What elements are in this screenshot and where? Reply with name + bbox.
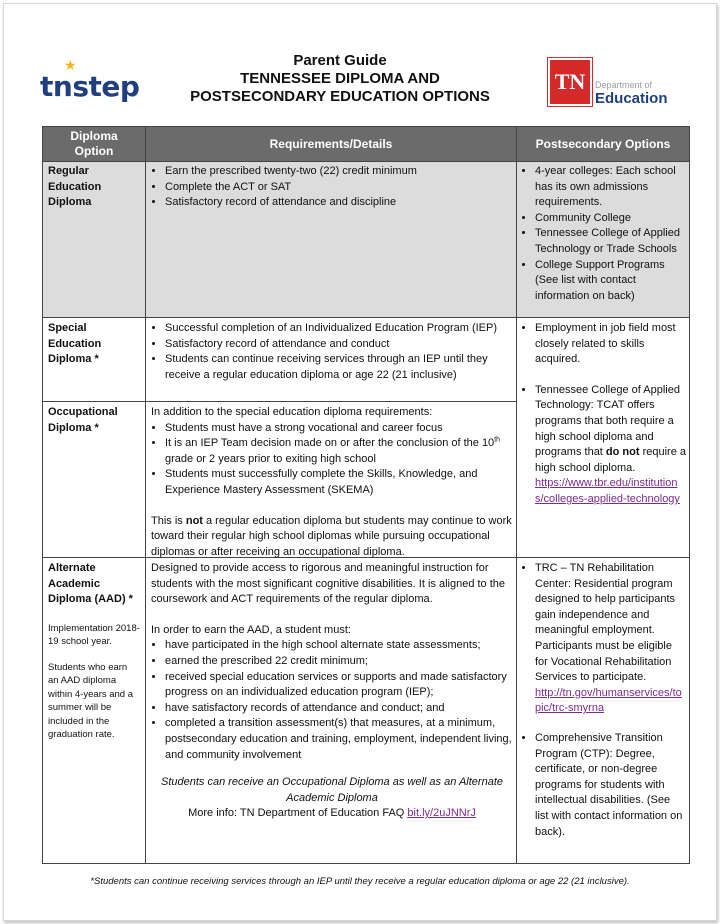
footnote: *Students can continue receiving services through an IEP until they receive a regular education diploma or age 22 (21 inclusive). bbox=[90, 876, 630, 887]
trc-text: TRC – TN Rehabilitation Center: Residential program designed to help participants gain independence and meaningful employment. Participants must be eligible for Vocational Rehabilitation Services to participate. bbox=[535, 562, 676, 684]
list-item: • completed a transition assessment(s) that measures, at a minimum, postsecondary education and training, employment, independent living, and community involvement bbox=[165, 716, 513, 763]
occupational-req2-text: It is an IEP Team decision made on or after the conclusion of the 10 bbox=[165, 437, 495, 450]
col-header-diploma: Diploma Option bbox=[43, 127, 145, 161]
alternate-postsecondary bbox=[521, 561, 686, 840]
list-item: • have participated in the high school alternate state assessments; bbox=[165, 638, 513, 654]
tnstep-logo bbox=[40, 58, 140, 108]
list-item bbox=[535, 561, 686, 717]
diploma-table bbox=[42, 126, 690, 864]
star-icon: ★ bbox=[64, 57, 77, 73]
list-item bbox=[535, 383, 686, 508]
col-header-postsecondary: Postsecondary Options bbox=[517, 127, 689, 161]
tnstep-logo-text: tnstep bbox=[40, 70, 140, 103]
divider bbox=[43, 161, 689, 162]
alternate-diploma-name: Alternate Academic Diploma (AAD) * bbox=[48, 562, 133, 606]
more-info-text: More info: TN Department of Education FAQ bbox=[188, 807, 408, 820]
tn-logo-education: Education bbox=[595, 90, 668, 107]
special-requirements bbox=[151, 321, 513, 383]
title-line-2: TENNESSEE DIPLOMA AND bbox=[240, 70, 440, 87]
more-info bbox=[151, 806, 513, 822]
list-item: • Students must have a strong vocational and career focus bbox=[165, 421, 513, 437]
occupational-diploma-name: Occupational Diploma * bbox=[48, 406, 118, 434]
divider bbox=[43, 401, 516, 402]
occupational-req2-text-end: grade or 2 years prior to exiting high school bbox=[165, 452, 376, 465]
tcat-link[interactable]: https://www.tbr.edu/institutions/colleges-applied-technology bbox=[535, 477, 680, 505]
col-header-requirements: Requirements/Details bbox=[146, 127, 516, 161]
list-item: • Comprehensive Transition Program (CTP): Degree, certificate, or non-degree programs for students with intellectual disabilities. (See list with contact information on back). bbox=[535, 731, 686, 840]
title-line-3: POSTSECONDARY EDUCATION OPTIONS bbox=[190, 88, 490, 105]
list-item: • College Support Programs (See list with contact information on back) bbox=[535, 258, 686, 305]
tn-department-of-education-logo bbox=[548, 58, 678, 108]
list-item: • Earn the prescribed twenty-two (22) credit minimum bbox=[165, 164, 511, 180]
list-item: • Students must successfully complete the Skills, Knowledge, and Experience Mastery Assessment (SKEMA) bbox=[165, 467, 513, 498]
occupational-note-text: This is bbox=[151, 514, 186, 527]
list-item: • received special education services or supports and made satisfactory progress on an individualized education program (IEP); bbox=[165, 670, 513, 701]
alternate-order: In order to earn the AAD, a student must: bbox=[151, 623, 351, 636]
tn-logo-department: Department of bbox=[595, 80, 653, 90]
list-item: • Satisfactory record of attendance and discipline bbox=[165, 195, 511, 211]
trc-link[interactable]: http://tn.gov/humanservices/topic/trc-smyrna bbox=[535, 686, 682, 715]
occupational-requirements bbox=[151, 405, 513, 560]
alternate-diploma-cell bbox=[48, 561, 140, 742]
alternate-intro: Designed to provide access to rigorous and meaningful instruction for students with the most significant cognitive disabilities. It is aligned to the coursework and ACT requirements of the regular diploma. bbox=[151, 562, 506, 606]
regular-diploma-name: Regular Education Diploma bbox=[48, 165, 102, 209]
list-item: • Community College bbox=[535, 211, 686, 227]
regular-postsecondary bbox=[521, 164, 686, 304]
tcat-text-end: require a high school diploma. bbox=[535, 446, 687, 474]
page-title bbox=[150, 52, 530, 106]
divider bbox=[145, 127, 146, 863]
list-item bbox=[165, 436, 513, 467]
special-occupational-postsecondary bbox=[521, 321, 686, 508]
occupational-note-text-end: a regular education diploma but students may continue to work toward their regular high school diplomas while pursuing occupational diplomas or after receiving an occupational diploma. bbox=[151, 514, 512, 558]
occupational-note bbox=[151, 514, 513, 561]
alternate-italic-note: Students can receive an Occupational Diploma as well as an Alternate Academic Diploma bbox=[160, 776, 503, 804]
list-item: • have satisfactory records of attendance and conduct; and bbox=[165, 701, 513, 717]
list-item: • Complete the ACT or SAT bbox=[165, 180, 511, 196]
superscript: th bbox=[494, 436, 501, 444]
tcat-text: Tennessee College of Applied Technology: TCAT offers programs that both require a high school diploma and programs that bbox=[535, 383, 680, 459]
alternate-implementation-note: Implementation 2018-19 school year. bbox=[48, 622, 140, 648]
title-line-1: Parent Guide bbox=[293, 52, 387, 69]
regular-requirements bbox=[151, 164, 511, 211]
alternate-requirements bbox=[151, 561, 513, 822]
divider bbox=[43, 317, 689, 318]
list-item: • Satisfactory record of attendance and conduct bbox=[165, 337, 513, 353]
tn-logo-box: TN bbox=[548, 58, 592, 106]
tcat-bold: do not bbox=[605, 446, 640, 459]
occupational-note-bold: not bbox=[185, 514, 203, 527]
list-item: • Students can continue receiving services through an IEP until they receive a regular education diploma or age 22 (21 inclusive) bbox=[165, 352, 513, 383]
list-item: • earned the prescribed 22 credit minimum; bbox=[165, 654, 513, 670]
divider bbox=[516, 127, 517, 863]
list-item: • Employment in job field most closely related to skills acquired. bbox=[535, 321, 686, 368]
list-item: • 4-year colleges: Each school has its own admissions requirements. bbox=[535, 164, 686, 211]
faq-link[interactable]: bit.ly/2uJNNrJ bbox=[407, 807, 476, 820]
occupational-intro: In addition to the special education diploma requirements: bbox=[151, 406, 433, 418]
alternate-graduation-note: Students who earn an AAD diploma within 4-years and a summer will be included in the graduation rate. bbox=[48, 661, 134, 741]
list-item: • Successful completion of an Individualized Education Program (IEP) bbox=[165, 321, 513, 337]
special-diploma-name: Special Education Diploma * bbox=[48, 322, 102, 366]
list-item: • Tennessee College of Applied Technology or Trade Schools bbox=[535, 226, 686, 257]
